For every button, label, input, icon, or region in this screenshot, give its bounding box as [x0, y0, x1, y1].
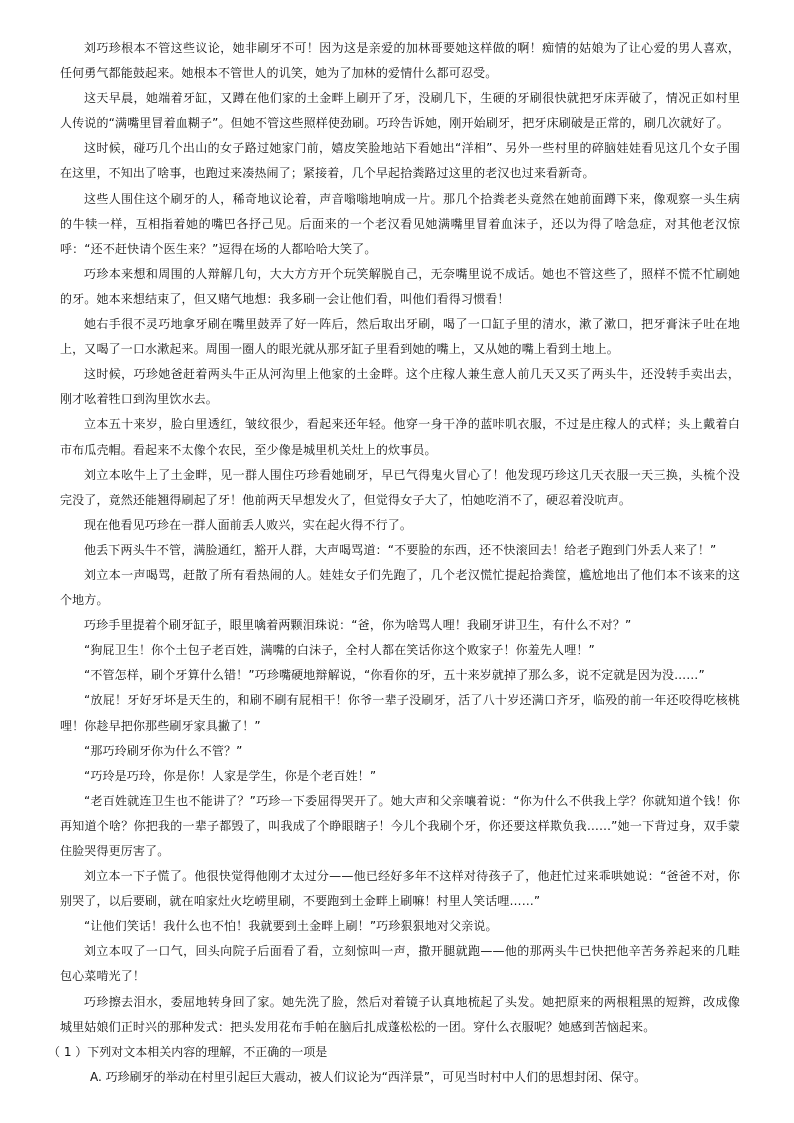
paragraph: 巧珍擦去泪水，委屈地转身回了家。她先洗了脸，然后对着镜子认真地梳起了头发。她把原来的两根粗黑的短辫，改成像城里姑娘们正时兴的那种发式：把头发用花布手帕在脑后扎成蓬松松的一团。穿什么衣服呢？她感到苦恼起来。 [60, 994, 740, 1034]
paragraph: “那巧玲刷牙你为什么不管？” [84, 743, 243, 758]
paragraph: 这些人围住这个刷牙的人，稀奇地议论着，声音嗡嗡地响成一片。那几个拾粪老头竟然在她前面蹲下来，像观察一头生病的牛犊一样，互相指着她的嘴巴各抒己见。后面来的一个老汉看见她满嘴里冒着血沫子，还以为得了啥急症，对其他老汉惊呼：“还不赶快请个医生来？”逗得在场的人都哈哈大笑了。 [60, 191, 740, 256]
paragraph: 刘立本叹了一口气，回头向院子后面看了看，立刻惊叫一声，撒开腿就跑——他的那两头牛已快把他辛苦务养起来的几畦包心菜啃光了！ [60, 944, 740, 984]
paragraph: 这天早晨，她端着牙缸，又蹲在他们家的土金畔上刷开了牙，没刷几下，生硬的牙刷很快就把牙床弄破了，情况正如村里人传说的“满嘴里冒着血糊子”。但她不管这些照样使劲刷。巧玲告诉她，刚开始刷牙，把牙床刷破是正常的，刷几次就好了。 [60, 91, 740, 131]
paragraph: 刘立本吆牛上了土金畔，见一群人围住巧珍看她刷牙，早已气得鬼火冒心了！他发现巧珍这几天衣服一天三换，头梳个没完没了，竟然还能翘得刷起了牙！他前两天早想发火了，但觉得女子大了，怕她吃消不了，硬忍着没吭声。 [60, 467, 740, 507]
paragraph: 刘立本一声喝骂，赶散了所有看热闹的人。娃娃女子们先跑了，几个老汉慌忙提起拾粪筐，尴尬地出了他们本不该来的这个地方。 [60, 567, 740, 608]
question-stem: （ 1 ）下列对文本相关内容的理解，不正确的一项是 [48, 1044, 328, 1059]
paragraph: 他丢下两头牛不管，满脸通红，豁开人群，大声喝骂道：“不要脸的东西，还不快滚回去！给老子跑到门外丢人来了！” [84, 542, 717, 557]
paragraph: 这时候，巧珍她爸赶着两头牛正从河沟里上他家的土金畔。这个庄稼人兼生意人前几天又买了两头牛，还没转手卖出去，刚才吆着牲口到沟里饮水去。 [60, 367, 740, 407]
paragraph: 巧珍本来想和周围的人辩解几句，大大方方开个玩笑解脱自己，无奈嘴里说不成话。她也不管这些了，照样不慌不忙刷她的牙。她本来想结束了，但又赌气地想：我多刷一会让他们看，叫他们看得习惯看！ [60, 266, 740, 306]
paragraph: “巧玲是巧玲，你是你！人家是学生，你是个老百姓！” [84, 768, 377, 783]
paragraph: “让他们笑话！我什么也不怕！我就要到土金畔上刷！”巧珍狠狠地对父亲说。 [84, 919, 498, 934]
paragraph: 立本五十来岁，脸白里透红，皱纹很少，看起来还年轻。他穿一身干净的蓝咔叽衣服，不过是庄稼人的式样；头上戴着白市布瓜壳帽。看起来不太像个农民，至少像是城里机关灶上的炊事员。 [60, 417, 740, 457]
paragraph: 巧珍手里提着个刷牙缸子，眼里噙着两颗泪珠说：“爸，你为啥骂人哩！我刷牙讲卫生，有什么不对？” [84, 618, 632, 633]
document-page [48, 36, 740, 1090]
paragraph: 刘巧珍根本不管这些议论，她非刷牙不可！因为这是亲爱的加林哥要她这样做的啊！痴情的姑娘为了让心爱的男人喜欢，任何勇气都能鼓起来。她根本不管世人的讥笑，她为了加林的爱情什么都可忍受。 [60, 41, 740, 81]
paragraph: 她右手很不灵巧地拿牙刷在嘴里鼓弄了好一阵后，然后取出牙刷，喝了一口缸子里的清水，漱了漱口，把牙膏沫子吐在地上，又喝了一口水漱起来。周围一圈人的眼光就从那牙缸子里看到她的嘴上，又从她的嘴上看到土地上。 [60, 317, 740, 357]
paragraph: 现在他看见巧珍在一群人面前丢人败兴，实在起火得不行了。 [84, 517, 413, 532]
paragraph: “放屁！牙好牙坏是天生的，和刷不刷有屁相干！你爷一辈子没刷牙，活了八十岁还满口齐牙，临殁的前一年还咬得吃核桃哩！你趁早把你那些刷牙家具撇了！” [60, 693, 740, 733]
paragraph: “不管怎样，刷个牙算什么错！”巧珍嘴硬地辩解说，“你看你的牙，五十来岁就掉了那么多，说不定就是因为没……” [84, 668, 705, 683]
paragraph: 刘立本一下子慌了。他很快觉得他刚才太过分——他已经好多年不这样对待孩子了，他赶忙过来乖哄她说：“爸爸不对，你别哭了，以后要刷，就在咱家灶火圪崂里刷，不要跑到土金畔上刷嘛！村里人笑话哩……” [60, 869, 740, 909]
paragraph: “狗屁卫生！你个土包子老百姓，满嘴的白沫子，全村人都在笑话你这个败家子！你羞先人哩！” [84, 643, 595, 658]
paragraph: “老百姓就连卫生也不能讲了？”巧珍一下委屈得哭开了。她大声和父亲嚷着说：“你为什么不供我上学？你就知道个钱！你再知道个啥？你把我的一辈子都毁了，叫我成了个睁眼瞎子！今儿个我刷个牙，你还要这样欺负我……”她一下背过身，双手蒙住脸哭得更厉害了。 [60, 793, 740, 858]
answer-option-a: A. 巧珍刷牙的举动在村里引起巨大震动，被人们议论为“西洋景”，可见当时村中人们的思想封闭、保守。 [90, 1069, 647, 1084]
paragraph: 这时候，碰巧几个出山的女子路过她家门前，嬉皮笑脸地站下看她出“洋相”、另外一些村里的碎脑娃娃看见这几个女子围在这里，不知出了啥事，也跑过来凑热闹了；紧接着，几个早起拾粪路过这里的老汉也过来看新奇。 [60, 141, 740, 181]
